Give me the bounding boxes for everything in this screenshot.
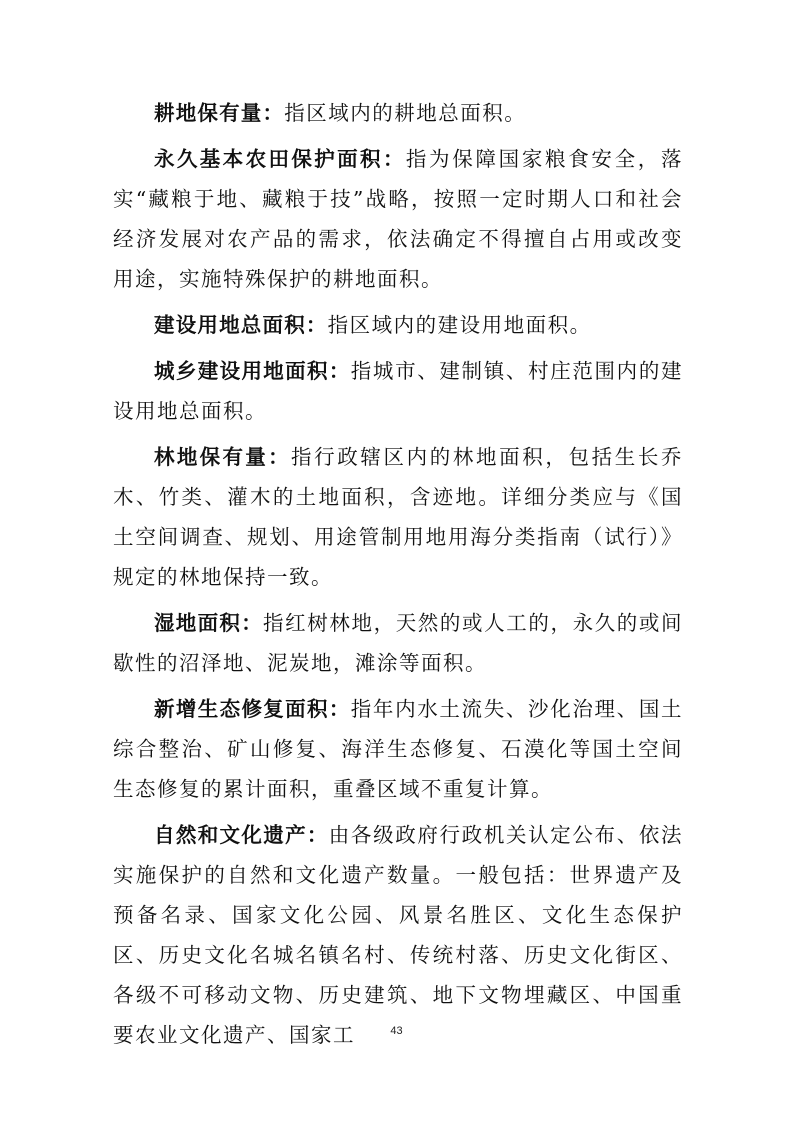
definition-text: 指年内水土流失、沙化治理、国土综合整治、矿山修复、海洋生态修复、石漠化等国土空间生态修复的累计面积，重叠区域不重复计算。 xyxy=(113,697,683,801)
definition-term: 湿地面积： xyxy=(154,611,264,635)
page-number: 43 xyxy=(390,1025,403,1037)
definition-term: 林地保有量： xyxy=(154,445,291,469)
definition-paragraph xyxy=(113,689,683,809)
definition-paragraph xyxy=(113,437,683,597)
definition-text: 指城市、建制镇、村庄范围内的建设用地总面积。 xyxy=(113,359,683,423)
definition-term: 永久基本农田保护面积： xyxy=(154,147,406,171)
definition-term: 新增生态修复面积： xyxy=(154,697,351,721)
definition-term: 耕地保有量： xyxy=(154,101,285,125)
definition-paragraph xyxy=(113,139,683,299)
definition-paragraph xyxy=(113,93,683,133)
definition-text: 指区域内的耕地总面积。 xyxy=(284,101,527,125)
definition-paragraph xyxy=(113,305,683,345)
definition-term: 城乡建设用地面积： xyxy=(154,359,351,383)
definitions-list xyxy=(113,93,683,1061)
definition-text: 由各级政府行政机关认定公布、依法实施保护的自然和文化遗产数量。一般包括：世界遗产及预备名录、国家文化公园、风景名胜区、文化生态保护区、历史文化名城名镇名村、传统村落、历史文化街区、各级不可移动文物、历史建筑、地下文物埋藏区、中国重要农业文化遗产、国家工 xyxy=(113,823,683,1047)
definition-term: 自然和文化遗产： xyxy=(154,823,329,847)
definition-paragraph xyxy=(113,603,683,683)
definition-paragraph xyxy=(113,351,683,431)
definition-text: 指区域内的建设用地面积。 xyxy=(327,313,592,337)
definition-paragraph xyxy=(113,815,683,1055)
definition-text: 指为保障国家粮食安全，落实“藏粮于地、藏粮于技”战略，按照一定时期人口和社会经济发展对农产品的需求，依法确定不得擅自占用或改变用途，实施特殊保护的耕地面积。 xyxy=(113,147,684,291)
definition-text: 指红树林地，天然的或人工的，永久的或间歇性的沼泽地、泥炭地，滩涂等面积。 xyxy=(113,611,684,675)
definition-term: 建设用地总面积： xyxy=(154,313,328,337)
definition-text: 指行政辖区内的林地面积，包括生长乔木、竹类、灌木的土地面积，含迹地。详细分类应与《国土空间调查、规划、用途管制用地用海分类指南（试行）》规定的林地保持一致。 xyxy=(113,445,684,589)
